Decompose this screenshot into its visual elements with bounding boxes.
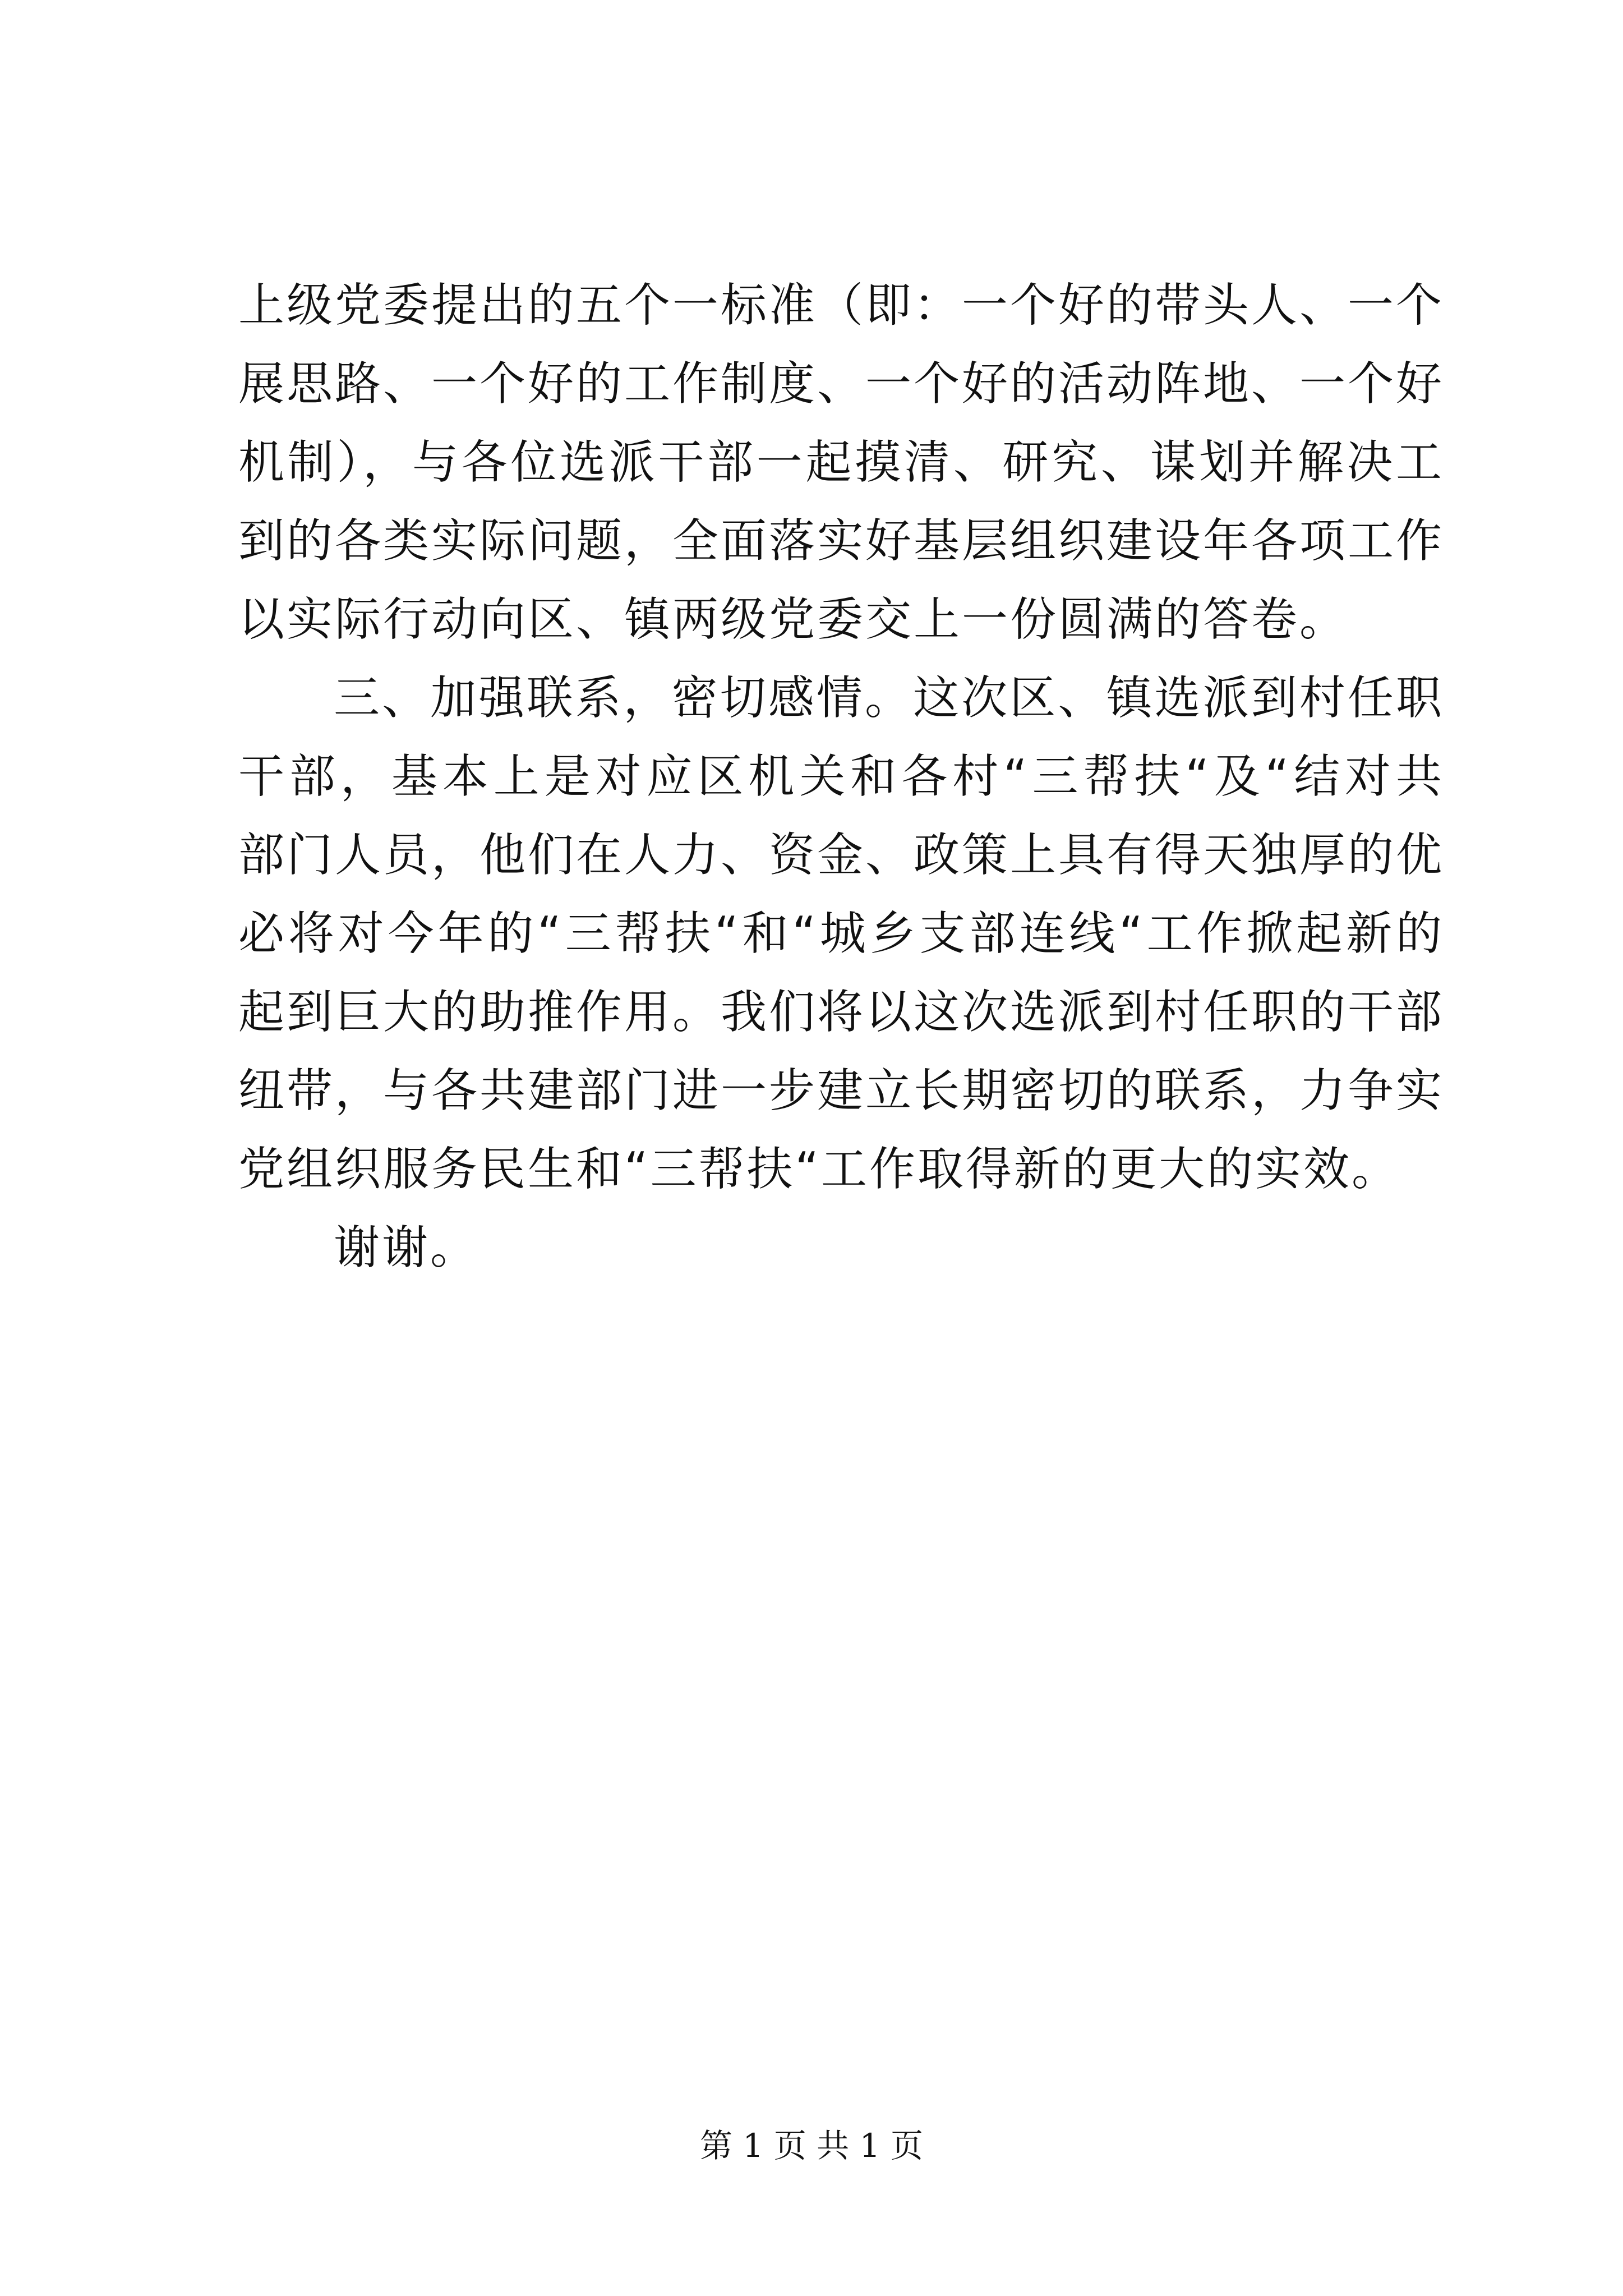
document-body [238,266,1444,1287]
text-line: 机制），与各位选派干部一起摸清、研究、谋划并解决工 [238,436,1444,489]
text-line: 干部，基本上是对应区机关和各村“三帮扶“及“结对共 [238,750,1444,803]
text-line: 上级党委提出的五个一标准（即：一个好的带头人、一个 [238,279,1444,332]
paragraph-3 [238,1209,1444,1287]
text-line: 部门人员，他们在人力、资金、政策上具有得天独厚的优 [238,829,1444,882]
text-line: 以实际行动向区、镇两级党委交上一份圆满的答卷。 [238,593,1348,646]
paragraph-2 [238,659,1444,1209]
text-line: 展思路、一个好的工作制度、一个好的活动阵地、一个好 [238,357,1444,411]
text-line: 纽带，与各共建部门进一步建立长期密切的联系，力争实 [238,1064,1444,1117]
text-line: 党组织服务民生和“三帮扶“工作取得新的更大的实效。 [238,1143,1400,1196]
text-line: 起到巨大的助推作用。我们将以这次选派到村任职的干部 [238,986,1444,1039]
text-line: 三、加强联系，密切感情。这次区、镇选派到村任职 [334,671,1444,725]
page-footer: 第 1 页 共 1 页 [700,2127,923,2165]
text-line: 谢谢。 [334,1221,479,1274]
paragraph-1 [238,266,1444,659]
text-line: 必将对今年的“三帮扶“和“城乡支部连线“工作掀起新的 [238,907,1444,960]
text-line: 到的各类实际问题，全面落实好基层组织建设年各项工作 [238,514,1444,568]
